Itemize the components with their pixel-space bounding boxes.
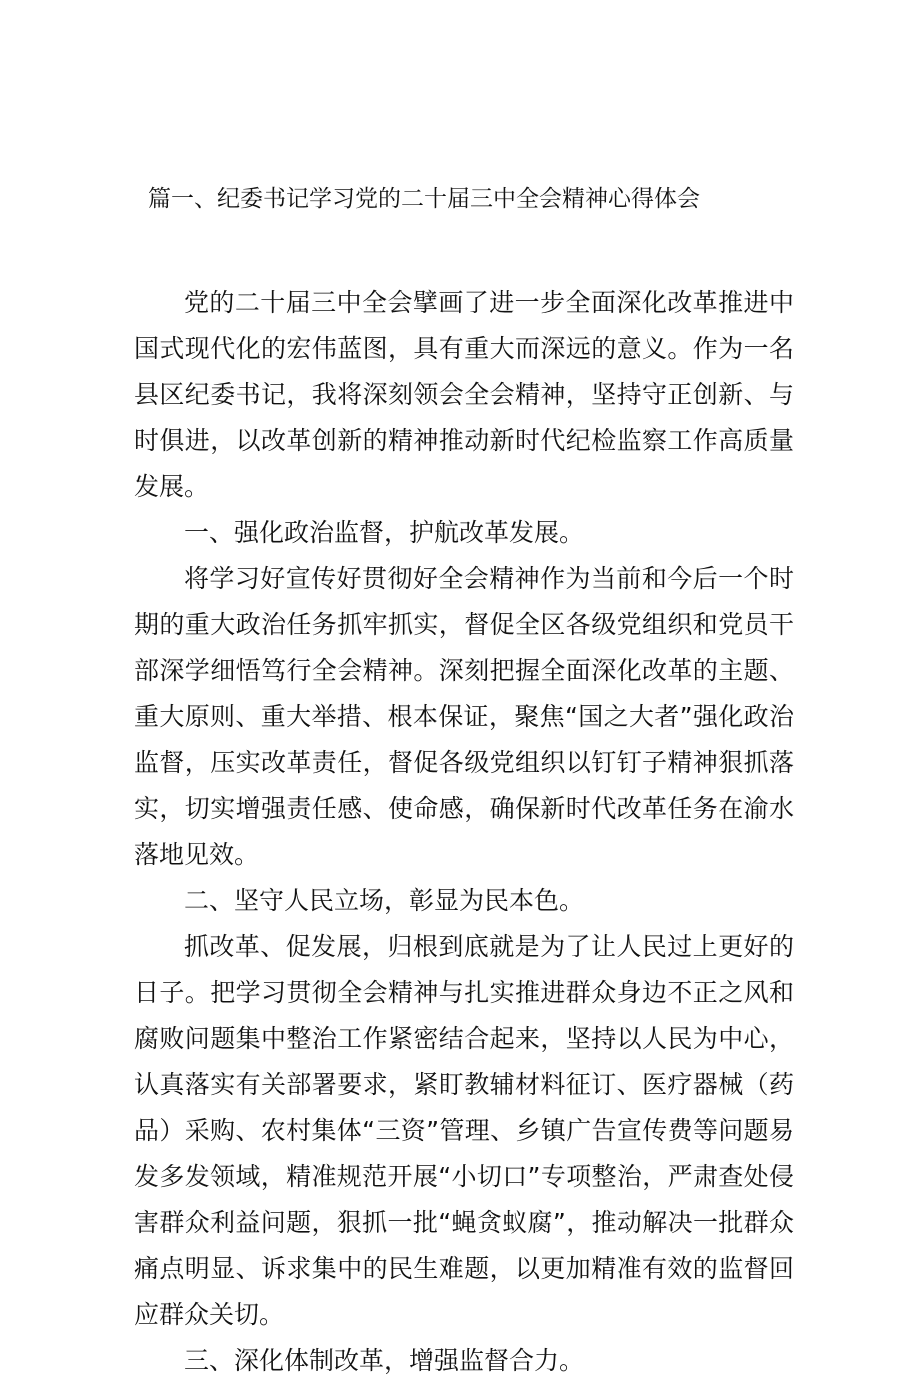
section-paragraph-2: 抓改革、促发展，归根到底就是为了让人民过上更好的日子。把学习贯彻全会精神与扎实推进群众身边不正之风和腐败问题集中整治工作紧密结合起来，坚持以人民为中心，认真落实有关部署要求，紧盯教辅材料征订、医疗器械（药品）采购、农村集体“三资”管理、乡镇广告宣传费等问题易发多发领域，精准规范开展“小切口”专项整治，严肃查处侵害群众利益问题，狠抓一批“蝇贪蚁腐”，推动解决一批群众痛点明显、诉求集中的民生难题，以更加精准有效的监督回应群众关切。	[134, 932, 794, 1329]
section-heading-1: 一、强化政治监督，护航改革发展。	[184, 518, 585, 547]
document-title: 篇一、纪委书记学习党的二十届三中全会精神心得体会	[148, 186, 700, 212]
section-heading-3: 三、深化体制改革，增强监督合力。	[184, 1346, 585, 1375]
document-body	[134, 280, 794, 1384]
intro-paragraph: 党的二十届三中全会擘画了进一步全面深化改革推进中国式现代化的宏伟蓝图，具有重大而深远的意义。作为一名县区纪委书记，我将深刻领会全会精神，坚持守正创新、与时俱进，以改革创新的精神推动新时代纪检监察工作高质量发展。	[134, 288, 794, 501]
section-paragraph-1: 将学习好宣传好贯彻好全会精神作为当前和今后一个时期的重大政治任务抓牢抓实，督促全区各级党组织和党员干部深学细悟笃行全会精神。深刻把握全面深化改革的主题、重大原则、重大举措、根本保证，聚焦“国之大者”强化政治监督，压实改革责任，督促各级党组织以钉钉子精神狠抓落实，切实增强责任感、使命感，确保新时代改革任务在渝水落地见效。	[134, 564, 794, 869]
section-heading-2: 二、坚守人民立场，彰显为民本色。	[184, 886, 585, 915]
